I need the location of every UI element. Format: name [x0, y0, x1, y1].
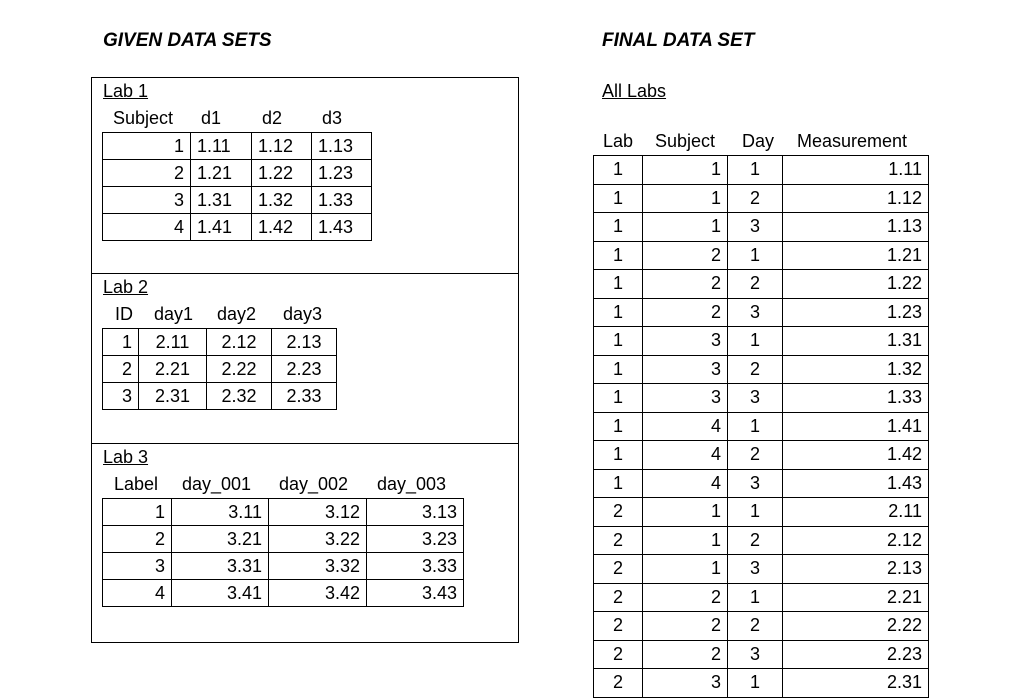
cell: 2	[594, 669, 643, 698]
cell: 2.21	[783, 583, 929, 612]
cell: 1	[594, 355, 643, 384]
table-row	[594, 184, 929, 213]
cell: 1	[728, 412, 783, 441]
all-labs-header-day: Day	[742, 131, 775, 151]
cell: 3	[728, 384, 783, 413]
lab2-header-day3: day3	[283, 304, 323, 324]
lab1-header-d3: d3	[322, 108, 343, 128]
cell: 2	[594, 526, 643, 555]
table-row	[594, 612, 929, 641]
cell: 1	[594, 298, 643, 327]
cell: 3	[103, 553, 172, 580]
cell: 1	[643, 555, 728, 584]
cell: 2.11	[139, 329, 207, 356]
lab1-header-subject: Subject	[113, 108, 174, 128]
cell: 1.32	[783, 355, 929, 384]
table-row	[594, 669, 929, 698]
cell: 2	[103, 526, 172, 553]
all-labs-header-measurement: Measurement	[797, 131, 908, 151]
cell: 1	[594, 441, 643, 470]
cell: 1.22	[252, 160, 312, 187]
cell: 3.12	[269, 499, 367, 526]
cell: 1.13	[783, 213, 929, 242]
cell: 3.31	[172, 553, 269, 580]
cell: 1.32	[252, 187, 312, 214]
cell: 1	[643, 213, 728, 242]
cell: 2.23	[783, 640, 929, 669]
cell: 4	[643, 469, 728, 498]
table-row	[103, 187, 372, 214]
cell: 2.11	[783, 498, 929, 527]
cell: 2	[594, 555, 643, 584]
cell: 1	[103, 499, 172, 526]
cell: 1.43	[783, 469, 929, 498]
table-row	[594, 241, 929, 270]
table-row	[594, 555, 929, 584]
cell: 1.31	[191, 187, 252, 214]
cell: 1.41	[783, 412, 929, 441]
cell: 2	[103, 356, 139, 383]
cell: 2.33	[272, 383, 337, 410]
cell: 3.11	[172, 499, 269, 526]
cell: 1	[728, 669, 783, 698]
cell: 1	[103, 133, 191, 160]
cell: 1	[643, 498, 728, 527]
cell: 2	[594, 640, 643, 669]
lab1-table	[102, 132, 372, 241]
cell: 1.22	[783, 270, 929, 299]
cell: 1	[594, 327, 643, 356]
cell: 1.31	[783, 327, 929, 356]
cell: 1.42	[783, 441, 929, 470]
cell: 4	[643, 441, 728, 470]
lab1-header-d2: d2	[262, 108, 283, 128]
cell: 1.21	[191, 160, 252, 187]
cell: 3.23	[367, 526, 464, 553]
table-row	[103, 329, 337, 356]
cell: 2.31	[783, 669, 929, 698]
cell: 3	[728, 213, 783, 242]
table-row	[103, 133, 372, 160]
cell: 2	[728, 184, 783, 213]
table-row	[103, 499, 464, 526]
table-row	[594, 384, 929, 413]
cell: 1.43	[312, 214, 372, 241]
lab3-title: Lab 3	[103, 447, 149, 467]
cell: 2	[594, 612, 643, 641]
cell: 3.21	[172, 526, 269, 553]
cell: 2.21	[139, 356, 207, 383]
cell: 2	[643, 298, 728, 327]
lab2-header-day2: day2	[217, 304, 257, 324]
lab3-header-day-001: day_001	[182, 474, 252, 494]
cell: 1	[594, 184, 643, 213]
table-row	[594, 412, 929, 441]
cell: 1	[594, 412, 643, 441]
cell: 2	[594, 583, 643, 612]
cell: 2	[728, 526, 783, 555]
lab2-table	[102, 328, 337, 410]
cell: 3.33	[367, 553, 464, 580]
table-row	[594, 270, 929, 299]
cell: 4	[103, 214, 191, 241]
cell: 1.12	[783, 184, 929, 213]
cell: 1	[103, 329, 139, 356]
table-row	[103, 356, 337, 383]
cell: 3	[728, 298, 783, 327]
cell: 1.33	[312, 187, 372, 214]
cell: 3.41	[172, 580, 269, 607]
cell: 3.32	[269, 553, 367, 580]
cell: 3	[643, 355, 728, 384]
table-row	[594, 498, 929, 527]
cell: 3.43	[367, 580, 464, 607]
cell: 1	[594, 156, 643, 185]
cell: 1.12	[252, 133, 312, 160]
lab2-title: Lab 2	[103, 277, 149, 297]
cell: 1	[728, 241, 783, 270]
table-row	[594, 526, 929, 555]
table-row	[103, 214, 372, 241]
table-row	[594, 213, 929, 242]
cell: 1	[643, 184, 728, 213]
cell: 2	[643, 583, 728, 612]
cell: 1	[728, 327, 783, 356]
cell: 1.23	[783, 298, 929, 327]
cell: 2.13	[272, 329, 337, 356]
cell: 1.41	[191, 214, 252, 241]
cell: 2	[728, 441, 783, 470]
lab1-header-d1: d1	[201, 108, 222, 128]
cell: 1.21	[783, 241, 929, 270]
cell: 1	[594, 213, 643, 242]
cell: 3	[103, 383, 139, 410]
table-row	[103, 553, 464, 580]
cell: 2.12	[207, 329, 272, 356]
cell: 2	[643, 241, 728, 270]
cell: 1	[594, 384, 643, 413]
table-row	[594, 583, 929, 612]
cell: 2	[643, 270, 728, 299]
lab3-header-day-003: day_003	[377, 474, 447, 494]
cell: 1	[728, 498, 783, 527]
cell: 2	[643, 640, 728, 669]
cell: 1.11	[191, 133, 252, 160]
cell: 1	[594, 270, 643, 299]
cell: 2	[728, 612, 783, 641]
cell: 1	[728, 583, 783, 612]
table-row	[594, 298, 929, 327]
cell: 1	[643, 526, 728, 555]
cell: 2	[594, 498, 643, 527]
cell: 2.12	[783, 526, 929, 555]
cell: 2.22	[783, 612, 929, 641]
cell: 1.11	[783, 156, 929, 185]
cell: 2	[643, 612, 728, 641]
lab3-header-day-002: day_002	[279, 474, 349, 494]
divider	[92, 443, 518, 444]
table-row	[103, 160, 372, 187]
cell: 2.23	[272, 356, 337, 383]
all-labs-title: All Labs	[602, 81, 667, 101]
cell: 3	[728, 640, 783, 669]
table-row	[103, 580, 464, 607]
cell: 3	[728, 555, 783, 584]
given-data-sets-heading: GIVEN DATA SETS	[103, 30, 272, 51]
final-data-set-heading: FINAL DATA SET	[602, 30, 755, 51]
cell: 3	[643, 669, 728, 698]
divider	[92, 273, 518, 274]
table-row	[594, 327, 929, 356]
lab1-title: Lab 1	[103, 81, 149, 101]
cell: 3	[103, 187, 191, 214]
cell: 1.13	[312, 133, 372, 160]
cell: 1.42	[252, 214, 312, 241]
table-row	[594, 469, 929, 498]
all-labs-table	[593, 155, 929, 698]
cell: 2.31	[139, 383, 207, 410]
cell: 1	[594, 469, 643, 498]
cell: 2.22	[207, 356, 272, 383]
lab3-header-label: Label	[114, 474, 159, 494]
cell: 3.22	[269, 526, 367, 553]
cell: 2	[103, 160, 191, 187]
cell: 1	[728, 156, 783, 185]
table-row	[594, 355, 929, 384]
cell: 2.32	[207, 383, 272, 410]
cell: 1.23	[312, 160, 372, 187]
cell: 3.13	[367, 499, 464, 526]
lab2-header-day1: day1	[154, 304, 194, 324]
table-row	[594, 640, 929, 669]
lab3-table	[102, 498, 464, 607]
cell: 2	[728, 355, 783, 384]
table-row	[103, 526, 464, 553]
all-labs-header-subject: Subject	[655, 131, 716, 151]
all-labs-header-lab: Lab	[603, 131, 634, 151]
cell: 1.33	[783, 384, 929, 413]
cell: 3	[728, 469, 783, 498]
cell: 3.42	[269, 580, 367, 607]
cell: 2	[728, 270, 783, 299]
table-row	[103, 383, 337, 410]
cell: 3	[643, 384, 728, 413]
table-row	[594, 156, 929, 185]
cell: 2.13	[783, 555, 929, 584]
cell: 4	[643, 412, 728, 441]
cell: 3	[643, 327, 728, 356]
cell: 1	[594, 241, 643, 270]
lab2-header-id: ID	[115, 304, 133, 324]
table-row	[594, 441, 929, 470]
cell: 1	[643, 156, 728, 185]
cell: 4	[103, 580, 172, 607]
